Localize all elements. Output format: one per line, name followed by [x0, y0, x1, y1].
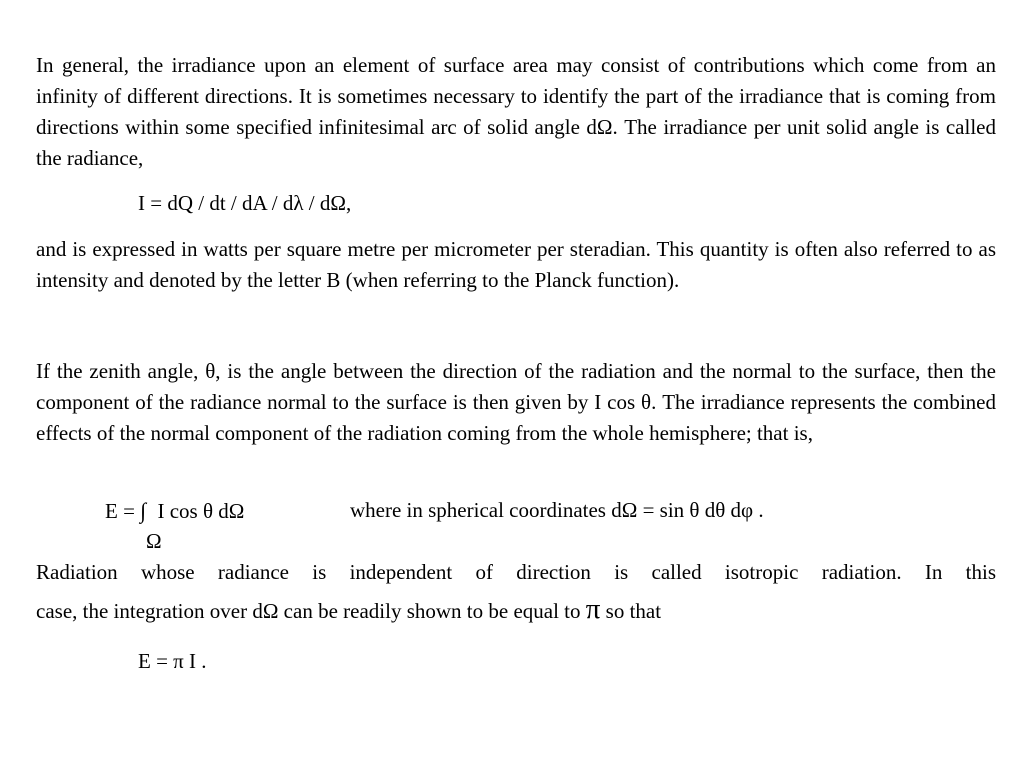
- isotropic-text-prefix: case, the integration over dΩ can be readily shown to be equal to: [36, 599, 586, 623]
- paragraph-zenith-angle: If the zenith angle, θ, is the angle between the direction of the radiation and the normal to the surface, then the component of the radiance normal to the surface is then given by I cos θ. The irradiance represents the combined effects of the normal component of the radiation coming from the whole hemisphere; that is,: [36, 359, 996, 445]
- paragraph-isotropic-line2: [36, 595, 996, 627]
- isotropic-text-suffix: so that: [600, 599, 662, 623]
- equation-spherical-note: where in spherical coordinates dΩ = sin θ dθ dφ .: [350, 498, 764, 522]
- paragraph-isotropic-line1: Radiation whose radiance is independent of direction is called isotropic radiation. In this: [36, 560, 996, 584]
- integral-subscript: Ω: [146, 529, 162, 553]
- equation-isotropic: E = π I .: [138, 649, 207, 673]
- pi-symbol: π: [585, 593, 601, 625]
- paragraph-radiance-intro: In general, the irradiance upon an element of surface area may consist of contributions which come from an infinity of different directions. It is sometimes necessary to identify the part of the irradiance that is coming from directions within some specified infinitesimal arc of solid angle dΩ. The irradiance per unit solid angle is called the radiance,: [36, 53, 996, 170]
- integral-sign: ∫: [140, 498, 147, 523]
- equation-irradiance-lhs: E =: [105, 499, 135, 523]
- equation-irradiance: [105, 495, 244, 527]
- paragraph-radiance-units: and is expressed in watts per square metre per micrometer per steradian. This quantity is often also referred to as intensity and denoted by the letter B (when referring to the Planck function).: [36, 237, 996, 292]
- equation-irradiance-integrand: I cos θ dΩ: [157, 499, 245, 523]
- equation-radiance: I = dQ / dt / dA / dλ / dΩ,: [138, 191, 352, 215]
